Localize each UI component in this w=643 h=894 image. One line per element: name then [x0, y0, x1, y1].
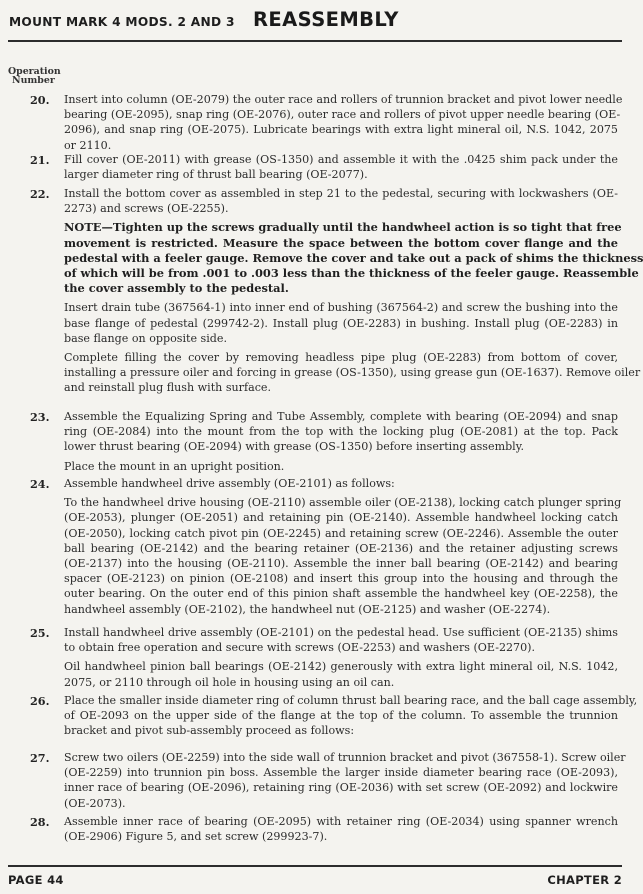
step-number: 28. [30, 815, 50, 829]
text-line: Assemble the Equalizing Spring and Tube Assembly, complete with bearing (OE-2094) and snap [64, 410, 618, 423]
text-line: Fill cover (OE-2011) with grease (OS-1350) and assemble it with the .0425 shim pack under the [64, 153, 618, 166]
text-line: of OE-2093 on the upper side of the flange at the top of the column. To assemble the trunnion [64, 709, 618, 723]
step-number: 22. [30, 187, 50, 201]
chapter-label: CHAPTER 2 [547, 873, 622, 887]
step-paragraph [64, 814, 618, 844]
text-line: Install the bottom cover as assembled in step 21 to the pedestal, securing with lockwashers (OE- [64, 187, 618, 200]
step-number: 26. [30, 694, 50, 708]
text-line: Oil handwheel pinion ball bearings (OE-2142) generously with extra light mineral oil, N.S. 1042, [64, 660, 618, 674]
footer-rule [8, 865, 622, 867]
step-paragraph [64, 495, 622, 617]
document-title: MOUNT MARK 4 MODS. 2 AND 3 [9, 15, 235, 29]
text-line: installing a pressure oiler and forcing in grease (OS-1350), using grease gun (OE-1637). Remove oiler [64, 366, 641, 380]
step-paragraph [64, 409, 618, 455]
text-line: (OE-2053), plunger (OE-2051) and retaining pin (OE-2140). Assemble handwheel locking catch [64, 511, 618, 525]
text-line: Install handwheel drive assembly (OE-2101) on the pedestal head. Use sufficient (OE-2135) shims [64, 626, 618, 639]
header-rule [8, 40, 622, 42]
text-line: (OE-2073). [64, 796, 126, 810]
operation-number-label [8, 67, 61, 85]
step-paragraph [64, 350, 641, 396]
text-line: base flange of pedestal (299742-2). Install plug (OE-2283) in bushing. Install plug (OE-2283) in [64, 316, 618, 330]
step-paragraph [64, 186, 618, 216]
step-paragraph [64, 152, 618, 182]
text-line: bracket and pivot sub-assembly proceed as follows: [64, 724, 355, 738]
step-paragraph [64, 693, 638, 739]
text-line: (OE-2050), locking catch pivot pin (OE-2245) and retaining screw (OE-2246). Assemble the outer [64, 526, 618, 540]
text-line: base flange on opposite side. [64, 331, 227, 345]
text-line: inner race of bearing (OE-2096), retaining ring (OE-2036) with set screw (OE-2092) and lockwire [64, 781, 618, 795]
text-line: 2273) and screws (OE-2255). [64, 202, 229, 216]
text-line: or 2110. [64, 138, 112, 152]
step-number: 20. [30, 93, 50, 107]
text-line: NOTE—Tighten up the screws gradually until the handwheel action is so tight that free [64, 220, 622, 235]
text-line: lower thrust bearing (OE-2094) with grease (OS-1350) before inserting assembly. [64, 440, 525, 454]
text-line: Place the mount in an upright position. [64, 459, 285, 473]
step-paragraph [64, 92, 623, 153]
text-line: Place the smaller inside diameter ring of column thrust ball bearing race, and the ball cage assembly, [64, 694, 638, 707]
text-line: 2075, or 2110 through oil hole in housing using an oil can. [64, 675, 395, 689]
text-line: and reinstall plug flush with surface. [64, 381, 272, 395]
text-line: movement is restricted. Measure the space between the bottom cover flange and the [64, 235, 618, 250]
number-label-line: Number [12, 75, 55, 86]
step-paragraph [64, 476, 618, 491]
text-line: Assemble inner race of bearing (OE-2095) with retainer ring (OE-2034) using spanner wrench [64, 815, 618, 828]
step-number: 23. [30, 410, 50, 424]
text-line: Assemble handwheel drive assembly (OE-2101) as follows: [64, 477, 395, 490]
note-paragraph [64, 220, 643, 296]
step-paragraph [64, 300, 618, 346]
step-paragraph [64, 659, 618, 689]
step-number: 25. [30, 626, 50, 640]
text-line: outer bearing. On the outer end of this pinion shaft assemble the handwheel key (OE-2258), the [64, 587, 618, 601]
text-line: (OE-2137) into the housing (OE-2110). Assemble the inner ball bearing (OE-2142) and bearing [64, 557, 618, 570]
text-line: Insert into column (OE-2079) the outer race and rollers of trunnion bracket and pivot lower needle [64, 93, 623, 106]
text-line: Complete filling the cover by removing headless pipe plug (OE-2283) from bottom of cover, [64, 351, 618, 364]
text-line: the cover assembly to the pedestal. [64, 281, 289, 296]
text-line: Screw two oilers (OE-2259) into the side wall of trunnion bracket and pivot (367558-1). Screw oiler [64, 751, 626, 764]
step-paragraph [64, 459, 618, 474]
step-number: 24. [30, 477, 50, 491]
text-line: ring (OE-2084) into the mount from the top with the locking plug (OE-2081) at the top. Pack [64, 425, 618, 439]
text-line: to obtain free operation and secure with screws (OE-2253) and washers (OE-2270). [64, 641, 536, 655]
text-line: handwheel assembly (OE-2102), the handwheel nut (OE-2125) and washer (OE-2274). [64, 602, 551, 616]
step-paragraph [64, 750, 626, 811]
text-line: To the handwheel drive housing (OE-2110) assemble oiler (OE-2138), locking catch plunger spring [64, 496, 622, 510]
step-paragraph [64, 625, 618, 655]
text-line: spacer (OE-2123) on pinion (OE-2108) and insert this group into the housing and through the [64, 572, 618, 586]
text-line: larger diameter ring of thrust ball bearing (OE-2077). [64, 168, 368, 182]
step-number: 27. [30, 751, 50, 765]
text-line: of which will be from .001 to .003 less than the thickness of the feeler gauge. Reassemble [64, 266, 639, 280]
text-line: ball bearing (OE-2142) and the bearing retainer (OE-2136) and the retainer adjusting screws [64, 541, 618, 555]
text-line: Insert drain tube (367564-1) into inner end of bushing (367564-2) and screw the bushing into the [64, 301, 618, 315]
text-line: 2096), and snap ring (OE-2075). Lubricate bearings with extra light mineral oil, N.S. 1042, 2075 [64, 123, 618, 137]
page-header [8, 8, 620, 34]
step-number: 21. [30, 153, 50, 167]
operation-label-line: Operation [8, 66, 61, 77]
page-number: PAGE 44 [8, 873, 64, 887]
text-line: bearing (OE-2095), snap ring (OE-2076), outer race and rollers of pivot upper needle bearing (OE- [64, 108, 621, 122]
text-line: (OE-2259) into trunnion pin boss. Assemble the larger inside diameter bearing race (OE-2093), [64, 766, 618, 780]
text-line: (OE-2906) Figure 5, and set screw (299923-7). [64, 830, 328, 844]
text-line: pedestal with a feeler gauge. Remove the cover and take out a pack of shims the thickness [64, 250, 643, 265]
section-title: REASSEMBLY [253, 8, 399, 31]
